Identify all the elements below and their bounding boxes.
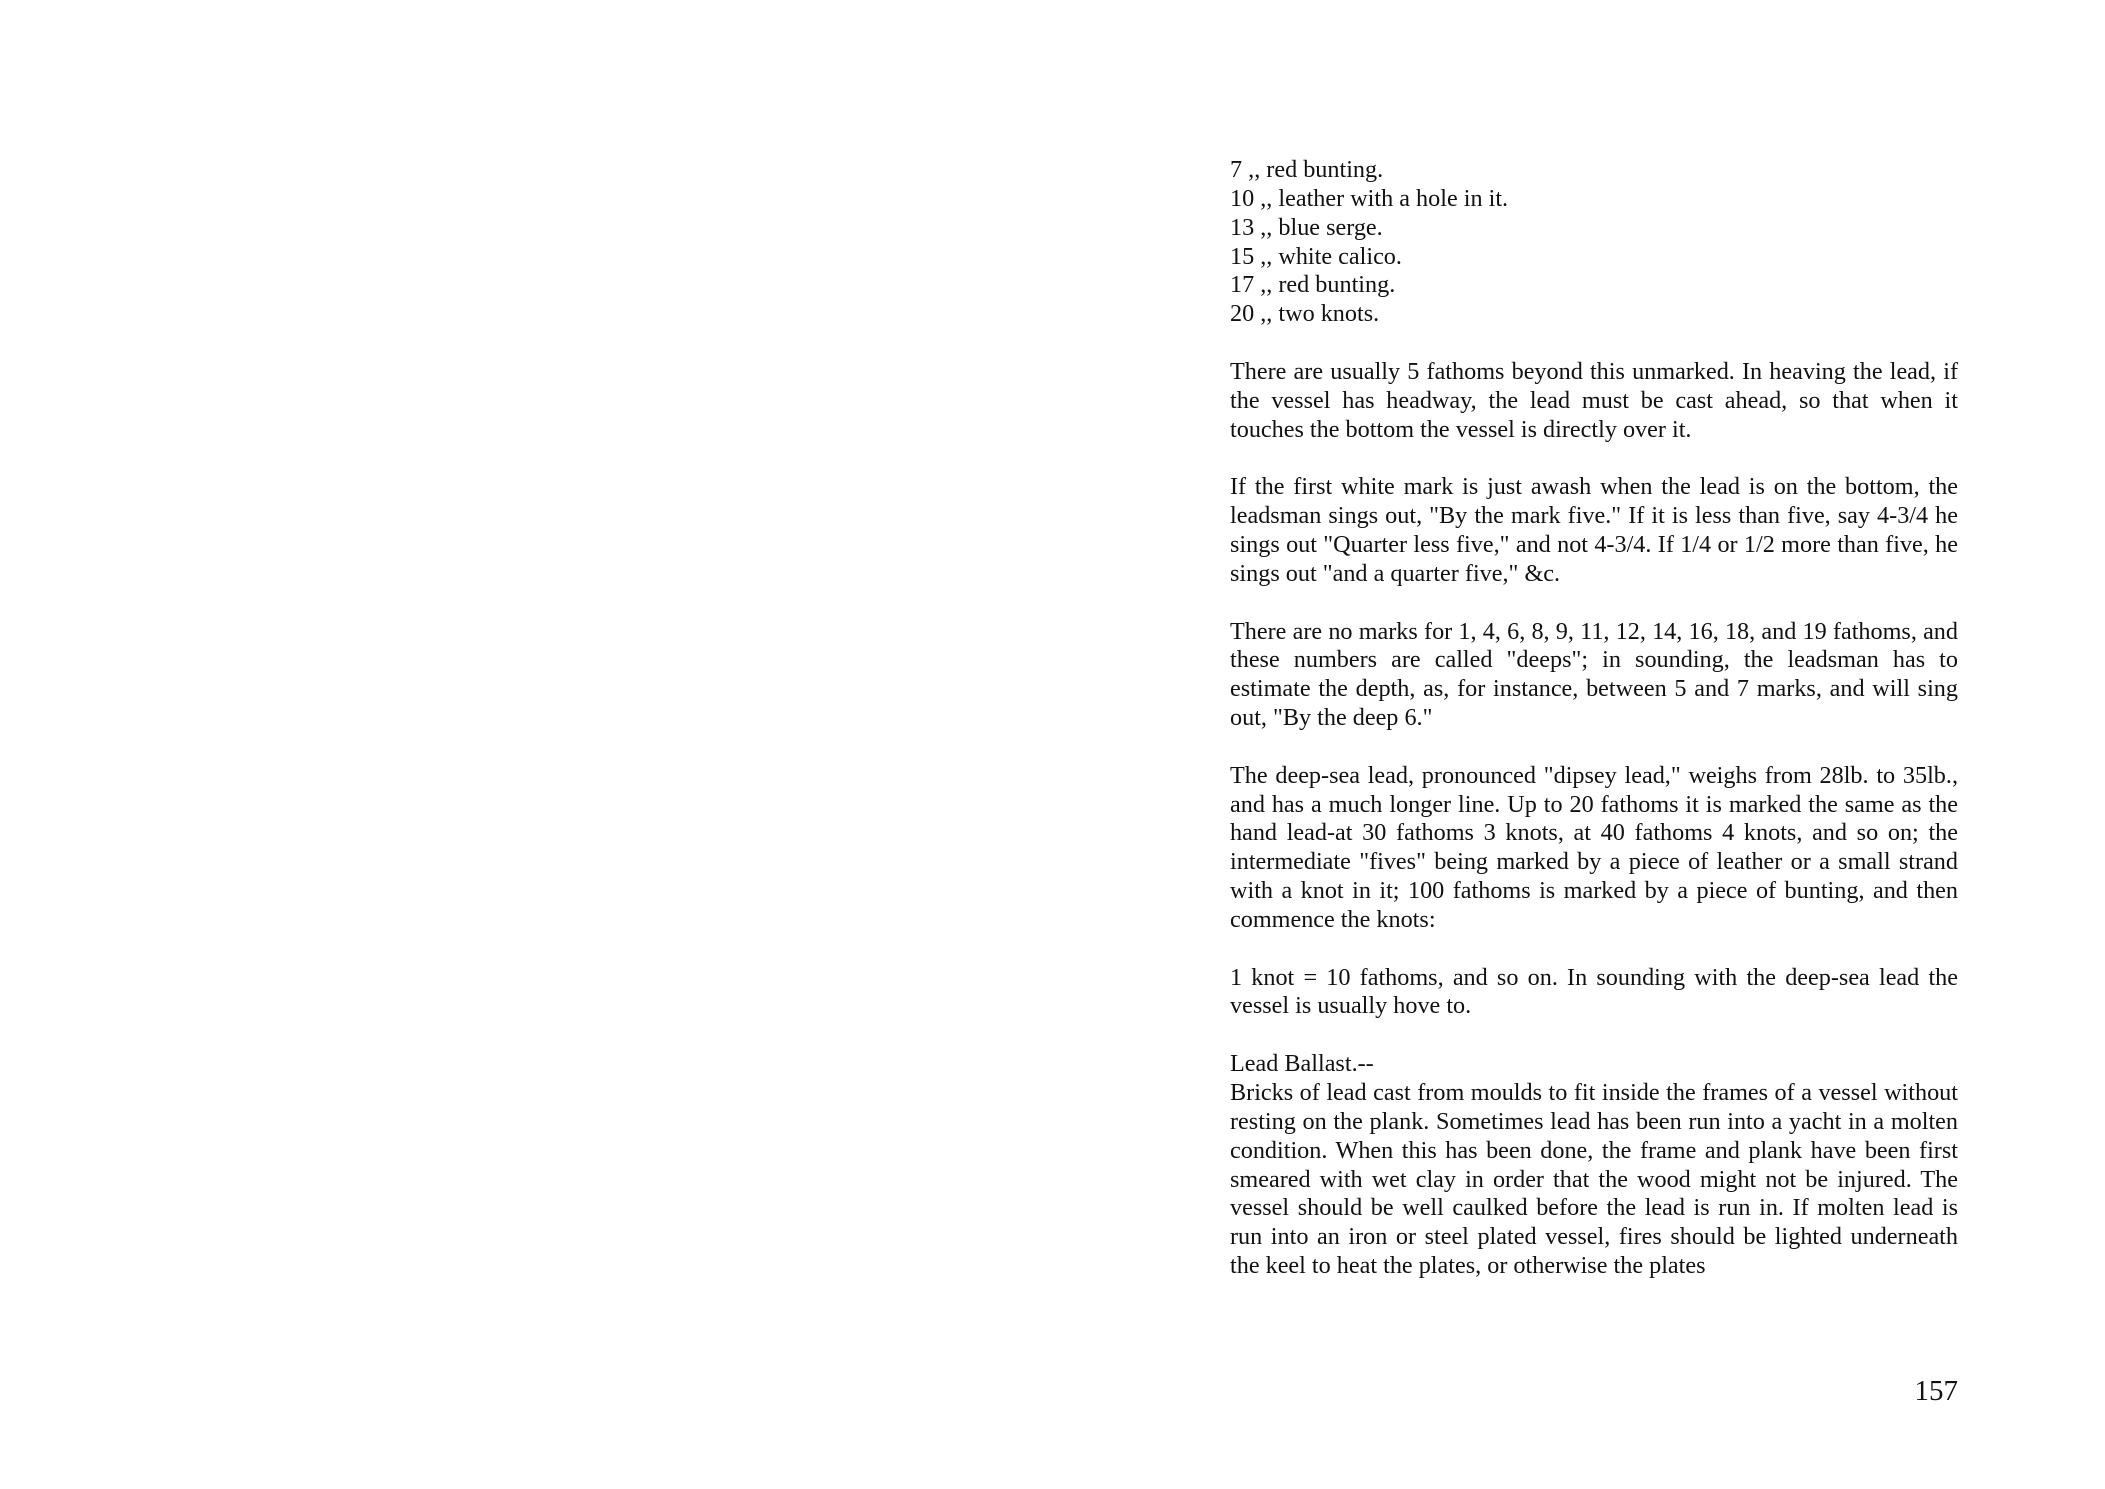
paragraph-knots: 1 knot = 10 fathoms, and so on. In sounding with the deep-sea lead the vessel is usually hove to. [1230, 963, 1958, 1020]
marks-list-item: 7 ,, red bunting. [1230, 156, 1384, 183]
paragraph-by-the-mark: If the first white mark is just awash when the lead is on the bottom, the leadsman sings out, "By the mark five." If it is less than five, say 4-3/4 he sings out "Quarter less five," and not 4-3/4. If 1/4 or 1/2 more than five, he sings out "and a quarter five," &c. [1230, 473, 1958, 587]
paragraph-unmarked-fathoms: There are usually 5 fathoms beyond this unmarked. In heaving the lead, if the vessel has headway, the lead must be cast ahead, so that when it touches the bottom the vessel is directly over it. [1230, 357, 1958, 443]
page-number: 157 [1914, 1375, 1958, 1407]
section-heading-lead-ballast: Lead Ballast.-- [1230, 1050, 1374, 1078]
marks-list-item: 10 ,, leather with a hole in it. [1230, 184, 1509, 212]
paragraph-deep-sea-lead: The deep-sea lead, pronounced "dipsey lead," weighs from 28lb. to 35lb., and has a much longer line. Up to 20 fathoms it is marked the same as the hand lead-at 30 fathoms 3 knots, at 40 fathoms 4 knots, and so on; the intermediate "fives" being marked by a piece of leather or a small strand with a knot in it; 100 fathoms is marked by a piece of bunting, and then commence the knots: [1230, 761, 1958, 933]
text-column [1230, 156, 1958, 1281]
lead-line-marks-list [1230, 156, 1958, 329]
marks-list-item: 13 ,, blue serge. [1230, 213, 1383, 241]
paragraph-deeps: There are no marks for 1, 4, 6, 8, 9, 11, 12, 14, 16, 18, and 19 fathoms, and these numbers are called "deeps"; in sounding, the leadsman has to estimate the depth, as, for instance, between 5 and 7 marks, and will sing out, "By the deep 6." [1230, 617, 1958, 732]
paragraph-lead-ballast: Bricks of lead cast from moulds to fit inside the frames of a vessel without resting on the plank. Sometimes lead has been run into a yacht in a molten condition. When this has been done, the frame and plank have been first smeared with wet clay in order that the wood might not be injured. The vessel should be well caulked before the lead is run in. If molten lead is run into an iron or steel plated vessel, fires should be lighted underneath the keel to heat the plates, or otherwise the plates [1230, 1079, 1958, 1280]
marks-list-item: 15 ,, white calico. [1230, 242, 1402, 270]
marks-list-item: 20 ,, two knots. [1230, 300, 1380, 328]
marks-list-item: 17 ,, red bunting. [1230, 271, 1396, 299]
